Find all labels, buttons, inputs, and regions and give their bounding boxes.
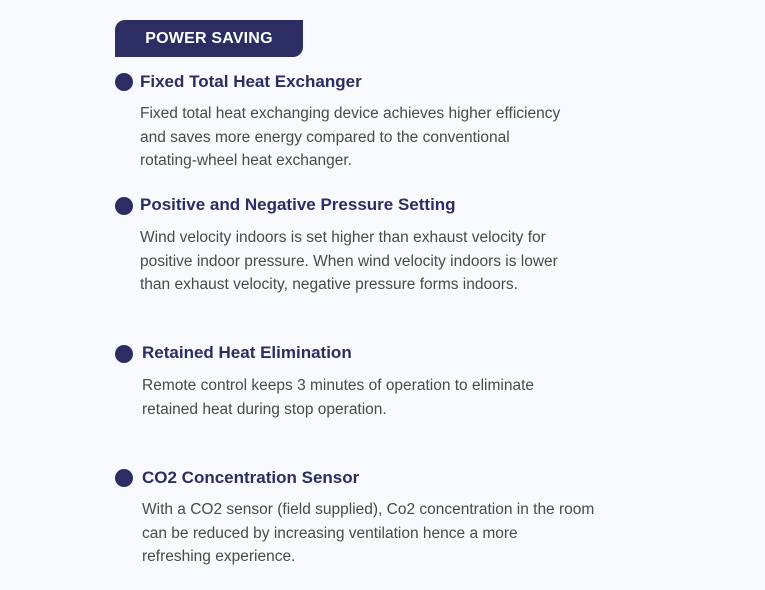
bullet-icon [115,73,133,91]
feature-description [142,374,534,421]
description-line: Remote control keeps 3 minutes of operation to eliminate [142,377,535,394]
description-line: With a CO2 sensor (field supplied), Co2 concentration in the room [142,501,595,518]
feature-title: Positive and Negative Pressure Setting [140,195,456,214]
description-line: refreshing experience. [142,548,296,565]
feature-description [142,498,594,569]
section-badge: POWER SAVING [115,20,303,57]
description-line: and saves more energy compared to the conventional [140,128,510,146]
description-line: rotating-wheel heat exchanger. [140,152,352,169]
description-line: retained heat during stop operation. [142,400,387,418]
description-line: can be reduced by increasing ventilation hence a more [142,524,518,542]
description-line: than exhaust velocity, negative pressure forms indoors. [140,276,518,293]
feature-description [140,226,558,297]
bullet-icon [115,469,133,487]
feature-title: Retained Heat Elimination [142,343,352,362]
description-line: positive indoor pressure. When wind velocity indoors is lower [140,252,558,270]
description-line: Fixed total heat exchanging device achieves higher efficiency [140,105,561,122]
feature-title: CO2 Concentration Sensor [142,468,360,487]
feature-description [140,102,560,173]
bullet-icon [115,197,133,215]
bullet-icon [115,345,133,363]
description-line: Wind velocity indoors is set higher than exhaust velocity for [140,229,546,246]
feature-title: Fixed Total Heat Exchanger [140,72,362,91]
